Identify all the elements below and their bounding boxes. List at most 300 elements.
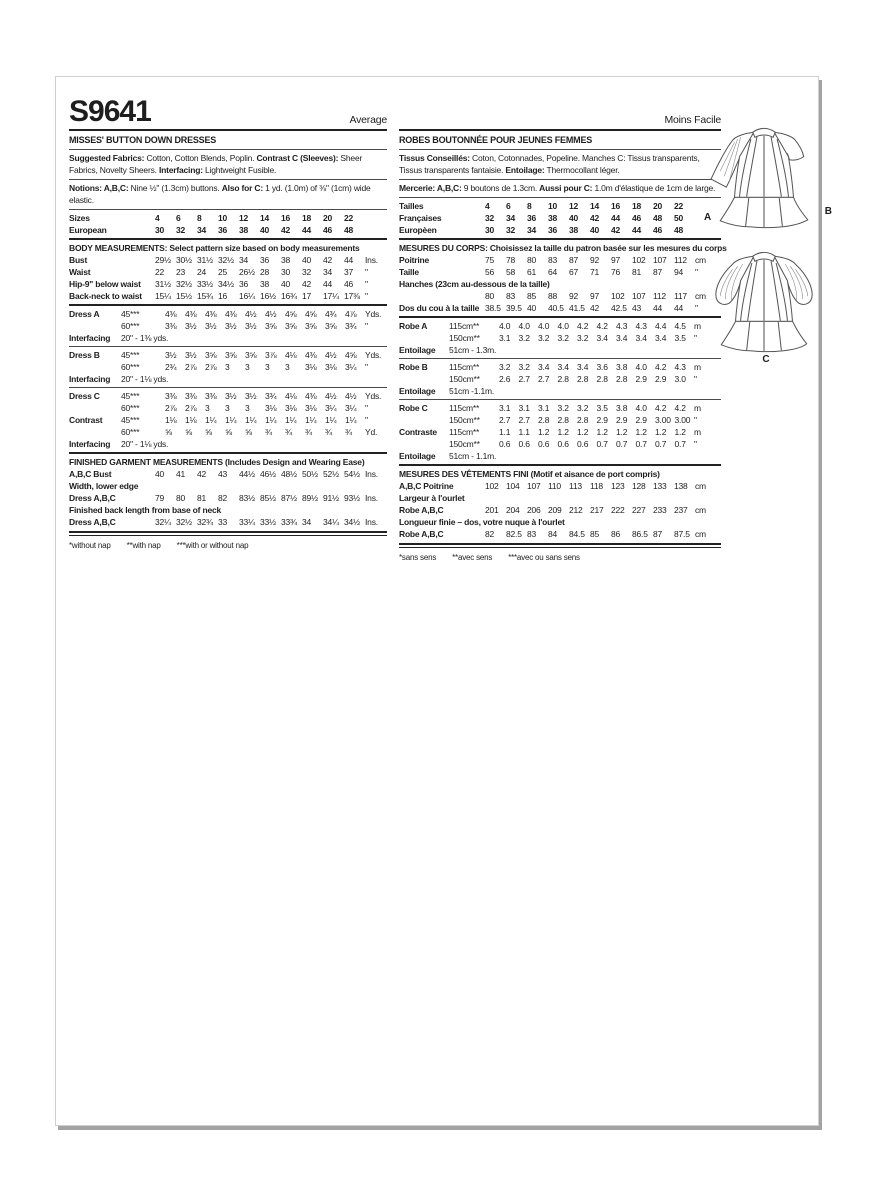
cell-value: 204 bbox=[506, 505, 520, 515]
footnote: ***with or without nap bbox=[176, 541, 249, 550]
cell-value: 18 bbox=[302, 213, 312, 223]
cell-value: 84.5 bbox=[569, 529, 585, 539]
table-row bbox=[399, 385, 721, 397]
cell-value: 38 bbox=[569, 225, 579, 235]
cell-value: 3½ bbox=[205, 321, 217, 331]
cell-value: 32¼ bbox=[155, 517, 171, 527]
table-row bbox=[399, 254, 721, 266]
cell-value: 2.9 bbox=[635, 374, 647, 384]
cell-value: 128 bbox=[632, 481, 646, 491]
row-unit: Ins. bbox=[365, 255, 378, 265]
cell-value: 1.2 bbox=[635, 427, 647, 437]
cell-value: 48 bbox=[674, 225, 684, 235]
row-label: Hip-9" below waist bbox=[69, 279, 141, 289]
cell-value: 3.2 bbox=[499, 362, 511, 372]
row-unit: Ins. bbox=[365, 517, 378, 527]
cell-value: 94 bbox=[674, 267, 684, 277]
cell-value: 4.2 bbox=[674, 403, 686, 413]
row-sublabel: 60*** bbox=[121, 427, 140, 437]
cell-value: 4 bbox=[155, 213, 160, 223]
divider bbox=[399, 149, 721, 150]
cell-value: 33¾ bbox=[281, 517, 297, 527]
row-sublabel: 150cm** bbox=[449, 439, 480, 449]
cell-value: 0.7 bbox=[674, 439, 686, 449]
cell-value: 23 bbox=[176, 267, 186, 277]
footnote: *without nap bbox=[69, 541, 111, 550]
cell-value: 34 bbox=[239, 255, 249, 265]
cell-value: 80 bbox=[176, 493, 186, 503]
cell-value: 0.7 bbox=[635, 439, 647, 449]
cell-value: 2.8 bbox=[616, 374, 628, 384]
row-unit: cm bbox=[695, 291, 706, 301]
table-row bbox=[69, 516, 387, 528]
row-label: Dos du cou à la taille bbox=[399, 303, 480, 313]
notions-fr: Mercerie: A,B,C: 9 boutons de 1.3cm. Aussi pour C: 1.0m d'élastique de 1cm de large. bbox=[399, 183, 716, 193]
cell-value: 32 bbox=[302, 267, 312, 277]
cell-value: 32 bbox=[506, 225, 516, 235]
suggested-fabrics-fr: Tissus Conseillés: Coton, Cotonnades, Popeline. Manches C: Tissus transparents, Tissus transparents fantaisie. Entoilage: Thermocollant léger. bbox=[399, 153, 700, 175]
divider bbox=[399, 543, 721, 548]
cell-value: ⅝ bbox=[225, 427, 232, 437]
header-row-en bbox=[69, 95, 387, 127]
cell-value: 76 bbox=[611, 267, 621, 277]
cell-value: 3¼ bbox=[345, 403, 357, 413]
cell-value: 3⅝ bbox=[285, 321, 297, 331]
cell-value: 87.5 bbox=[674, 529, 690, 539]
cell-value: 33¼ bbox=[239, 517, 255, 527]
row-label: Waist bbox=[69, 267, 91, 277]
cell-value: 107 bbox=[632, 291, 646, 301]
cell-value: 4½ bbox=[345, 391, 357, 401]
divider bbox=[399, 129, 721, 131]
cell-value: 40 bbox=[302, 255, 312, 265]
row-label: A,B,C Bust bbox=[69, 469, 112, 479]
european-sizes-row bbox=[69, 224, 387, 236]
view-a-label: A bbox=[704, 212, 712, 223]
cell-value: 86 bbox=[611, 529, 621, 539]
cell-value: 41 bbox=[176, 469, 186, 479]
cell-value: 2.7 bbox=[499, 415, 511, 425]
cell-value: 4¾ bbox=[325, 309, 337, 319]
cell-value: 3.5 bbox=[596, 403, 608, 413]
row-label: Entoilage bbox=[399, 345, 436, 355]
row-label: Tailles bbox=[399, 201, 424, 211]
cell-value: 3¾ bbox=[345, 321, 357, 331]
cell-value: 46 bbox=[632, 213, 642, 223]
cell-value: 44 bbox=[344, 255, 354, 265]
cell-value: 0.6 bbox=[577, 439, 589, 449]
row-unit: " bbox=[695, 303, 698, 313]
cell-value: 3½ bbox=[165, 350, 177, 360]
cell-value: 113 bbox=[569, 481, 582, 491]
row-label: Robe A bbox=[399, 321, 428, 331]
table-row bbox=[399, 402, 721, 414]
cell-value: 78 bbox=[506, 255, 516, 265]
cell-value: 6 bbox=[506, 201, 511, 211]
garment-illustrations bbox=[704, 123, 832, 371]
cell-value: 4⅞ bbox=[345, 309, 357, 319]
cell-value: 80 bbox=[527, 255, 537, 265]
cell-value: 3⅛ bbox=[305, 362, 317, 372]
row-label: Robe B bbox=[399, 362, 428, 372]
row-unit: m bbox=[694, 362, 701, 372]
pattern-envelope-back bbox=[55, 76, 832, 1126]
footnote: ***avec ou sans sens bbox=[508, 553, 580, 562]
finished-measurements-header-en: FINISHED GARMENT MEASUREMENTS (Includes Design and Wearing Ease) bbox=[69, 457, 365, 467]
cell-value: 3.4 bbox=[557, 362, 569, 372]
cell-value: 1.2 bbox=[616, 427, 628, 437]
cell-value: 3¼ bbox=[325, 403, 337, 413]
cell-value: 48 bbox=[653, 213, 663, 223]
table-row bbox=[69, 390, 387, 402]
cell-value: 97 bbox=[590, 291, 600, 301]
cell-value: 86.5 bbox=[632, 529, 648, 539]
table-row bbox=[399, 344, 721, 356]
cell-value: 4.4 bbox=[655, 321, 667, 331]
cell-value: 87 bbox=[569, 255, 579, 265]
cell-value: 3½ bbox=[245, 391, 257, 401]
cell-value: 222 bbox=[611, 505, 625, 515]
cell-value: 36 bbox=[527, 213, 537, 223]
cell-value: 34 bbox=[302, 517, 312, 527]
table-row bbox=[399, 450, 721, 462]
cell-value: 81 bbox=[197, 493, 207, 503]
cell-value: 16¼ bbox=[239, 291, 255, 301]
cell-value: 38 bbox=[281, 255, 291, 265]
cell-value: 4.0 bbox=[538, 321, 550, 331]
cell-value: 2.6 bbox=[499, 374, 511, 384]
cell-value: 38 bbox=[239, 225, 249, 235]
cell-value: 20 bbox=[653, 201, 663, 211]
divider bbox=[399, 238, 721, 240]
table-row bbox=[69, 480, 387, 492]
row-label: Françaises bbox=[399, 213, 442, 223]
cell-value: 110 bbox=[548, 481, 561, 491]
table-row bbox=[69, 373, 387, 385]
cell-value: ¾ bbox=[325, 427, 332, 437]
cell-value: 85½ bbox=[260, 493, 276, 503]
row-sublabel: 45*** bbox=[121, 415, 140, 425]
cell-value: 1.2 bbox=[557, 427, 569, 437]
cell-value: 10 bbox=[218, 213, 228, 223]
row-sublabel: 150cm** bbox=[449, 374, 480, 384]
row-label: Dress C bbox=[69, 391, 100, 401]
bold-run: Notions: A,B,C: bbox=[69, 183, 129, 193]
cell-value: 4.3 bbox=[635, 321, 647, 331]
cell-value: 4.2 bbox=[596, 321, 608, 331]
row-sublabel: 51cm - 1.3m. bbox=[449, 345, 497, 355]
cell-value: 44 bbox=[653, 303, 663, 313]
dress-ab-illustration bbox=[704, 123, 832, 229]
divider bbox=[399, 316, 721, 318]
bold-run: Tissus Conseillés: bbox=[399, 153, 470, 163]
title-en: MISSES' BUTTON DOWN DRESSES bbox=[69, 135, 217, 145]
cell-value: 3.00 bbox=[674, 415, 691, 425]
cell-value: 82 bbox=[485, 529, 495, 539]
cell-value: 16½ bbox=[260, 291, 276, 301]
cell-value: 83 bbox=[506, 291, 516, 301]
cell-value: 3.1 bbox=[538, 403, 550, 413]
table-row bbox=[69, 266, 387, 278]
cell-value: 43 bbox=[218, 469, 228, 479]
row-label: Bust bbox=[69, 255, 88, 265]
row-unit: m bbox=[694, 403, 701, 413]
table-row bbox=[69, 254, 387, 266]
row-unit: " bbox=[365, 362, 368, 372]
cell-value: 40 bbox=[260, 225, 270, 235]
table-row bbox=[399, 320, 721, 332]
cell-value: 58 bbox=[506, 267, 516, 277]
cell-value: ⅝ bbox=[245, 427, 252, 437]
dress-c-back-view-icon bbox=[708, 247, 820, 353]
cell-value: 34¼ bbox=[323, 517, 339, 527]
cell-value: 25 bbox=[218, 267, 228, 277]
cell-value: 46 bbox=[323, 225, 333, 235]
bold-run: Interfacing: bbox=[158, 165, 203, 175]
cell-value: 32 bbox=[176, 225, 186, 235]
cell-value: 34 bbox=[323, 267, 333, 277]
cell-value: 71 bbox=[590, 267, 600, 277]
cell-value: 212 bbox=[569, 505, 583, 515]
cell-value: 46 bbox=[653, 225, 663, 235]
cell-value: 20 bbox=[323, 213, 333, 223]
row-sublabel: 45*** bbox=[121, 309, 140, 319]
cell-value: 4⅜ bbox=[225, 309, 237, 319]
cell-value: 12 bbox=[239, 213, 249, 223]
cell-value: 233 bbox=[653, 505, 667, 515]
cell-value: 85 bbox=[527, 291, 537, 301]
row-sublabel: 20" - 1⅛ yds. bbox=[121, 439, 169, 449]
cell-value: 1⅛ bbox=[185, 415, 197, 425]
cell-value: 42 bbox=[590, 213, 600, 223]
cell-value: 4½ bbox=[265, 309, 277, 319]
cell-value: 2.8 bbox=[557, 415, 569, 425]
row-label: Interfacing bbox=[69, 439, 111, 449]
cell-value: 40.5 bbox=[548, 303, 564, 313]
row-label: Contraste bbox=[399, 427, 437, 437]
cell-value: 3.4 bbox=[538, 362, 550, 372]
cell-value: 3.4 bbox=[616, 333, 628, 343]
cell-value: 3 bbox=[285, 362, 290, 372]
row-unit: " bbox=[695, 267, 698, 277]
finished-measurements-header-fr: MESURES DES VÊTEMENTS FINI (Motif et aisance de port compris) bbox=[399, 469, 660, 479]
cell-value: ⅝ bbox=[185, 427, 192, 437]
cell-value: 29½ bbox=[155, 255, 171, 265]
row-unit: " bbox=[365, 321, 368, 331]
cell-value: 38 bbox=[548, 213, 558, 223]
cell-value: 15½ bbox=[176, 291, 192, 301]
cell-value: 16 bbox=[611, 201, 621, 211]
cell-value: 104 bbox=[506, 481, 520, 491]
divider bbox=[69, 179, 387, 180]
cell-value: 4⅛ bbox=[285, 350, 297, 360]
row-unit: " bbox=[694, 333, 697, 343]
row-label: Sizes bbox=[69, 213, 90, 223]
row-label bbox=[69, 361, 121, 373]
footnote: **avec sens bbox=[452, 553, 493, 562]
cell-value: 3⅝ bbox=[225, 350, 237, 360]
cell-value: 32½ bbox=[218, 255, 234, 265]
bold-run: Suggested Fabrics: bbox=[69, 153, 145, 163]
cell-value: 26½ bbox=[239, 267, 255, 277]
divider bbox=[399, 358, 721, 359]
suggested-fabrics-en: Suggested Fabrics: Cotton, Cotton Blends, Poplin. Contrast C (Sleeves): Sheer Fabrics, Novelty Sheers. Interfacing: Lightweight Fusible. bbox=[69, 153, 363, 175]
row-unit: Yds. bbox=[365, 350, 382, 360]
bold-run: Aussi pour C: bbox=[539, 183, 593, 193]
row-sublabel: 150cm** bbox=[449, 415, 480, 425]
cell-value: 1⅛ bbox=[165, 415, 177, 425]
cell-value: 4⅝ bbox=[305, 309, 317, 319]
cell-value: 16 bbox=[281, 213, 291, 223]
cell-value: 1¼ bbox=[345, 415, 357, 425]
table-row bbox=[69, 468, 387, 480]
divider bbox=[69, 531, 387, 536]
bold-run: Mercerie: A,B,C: bbox=[399, 183, 462, 193]
cell-value: 4½ bbox=[245, 309, 257, 319]
cell-value: 30½ bbox=[176, 255, 192, 265]
cell-value: 30 bbox=[485, 225, 495, 235]
cell-value: 91½ bbox=[323, 493, 339, 503]
row-sublabel: 115cm** bbox=[449, 362, 480, 372]
cell-value: 2.9 bbox=[596, 415, 608, 425]
row-label bbox=[69, 426, 121, 438]
table-row bbox=[399, 438, 721, 450]
row-label bbox=[69, 320, 121, 332]
cell-value: 32½ bbox=[176, 279, 192, 289]
cell-value: 3⅜ bbox=[205, 391, 217, 401]
cell-value: 3⅛ bbox=[305, 403, 317, 413]
cell-value: 22 bbox=[155, 267, 165, 277]
cell-value: 32¾ bbox=[197, 517, 213, 527]
pattern-number: S9641 bbox=[69, 95, 151, 128]
cell-value: 3.2 bbox=[577, 403, 589, 413]
footnotes-en bbox=[69, 540, 387, 552]
cell-value: 80 bbox=[485, 291, 495, 301]
cell-value: 3.0 bbox=[674, 374, 686, 384]
table-row bbox=[69, 414, 387, 426]
cell-value: 4⅝ bbox=[285, 309, 297, 319]
cell-value: 0.6 bbox=[557, 439, 569, 449]
divider bbox=[399, 399, 721, 400]
cell-value: 28 bbox=[260, 267, 270, 277]
cell-value: 4.0 bbox=[499, 321, 511, 331]
row-label bbox=[69, 402, 121, 414]
row-label bbox=[399, 438, 449, 450]
cell-value: 2.8 bbox=[596, 374, 608, 384]
cell-value: 36 bbox=[218, 225, 228, 235]
cell-value: 1.2 bbox=[577, 427, 589, 437]
cell-value: 4.0 bbox=[557, 321, 569, 331]
cell-value: 42 bbox=[302, 279, 312, 289]
cell-value: 4.0 bbox=[635, 403, 647, 413]
table-row bbox=[69, 426, 387, 438]
cell-value: 227 bbox=[632, 505, 646, 515]
cell-value: 138 bbox=[674, 481, 688, 491]
cell-value: 4⅜ bbox=[185, 309, 197, 319]
view-b-label: B bbox=[824, 206, 832, 217]
table-row bbox=[399, 492, 721, 504]
row-label: Dress B bbox=[69, 350, 100, 360]
cell-value: 17⅜ bbox=[344, 291, 360, 301]
cell-value: 33 bbox=[218, 517, 228, 527]
cell-value: 83 bbox=[527, 529, 537, 539]
divider bbox=[399, 197, 721, 198]
cell-value: 3 bbox=[245, 362, 250, 372]
cell-value: 3.2 bbox=[518, 362, 530, 372]
row-sublabel: 60*** bbox=[121, 321, 140, 331]
row-unit: Yd. bbox=[365, 427, 378, 437]
cell-value: 3.4 bbox=[635, 333, 647, 343]
cell-value: 118 bbox=[590, 481, 603, 491]
cell-value: 44 bbox=[632, 225, 642, 235]
row-label: Longueur finie – dos, votre nuque à l'ourlet bbox=[399, 517, 565, 527]
row-sublabel: 115cm** bbox=[449, 403, 480, 413]
table-row bbox=[399, 332, 721, 344]
cell-value: 2⅞ bbox=[185, 403, 197, 413]
row-sublabel: 60*** bbox=[121, 362, 140, 372]
body-measurements-header-fr: MESURES DU CORPS: Choisissez la taille du patron basée sur les mesures du corps bbox=[399, 243, 727, 253]
difficulty-label-en: Average bbox=[349, 114, 387, 126]
cell-value: 201 bbox=[485, 505, 499, 515]
cell-value: 52½ bbox=[323, 469, 339, 479]
cell-value: 3.4 bbox=[596, 333, 608, 343]
cell-value: 2.7 bbox=[518, 374, 530, 384]
cell-value: 4 bbox=[485, 201, 490, 211]
cell-value: 3.1 bbox=[518, 403, 530, 413]
table-row bbox=[69, 349, 387, 361]
table-row bbox=[399, 504, 721, 516]
cell-value: 4⅜ bbox=[305, 350, 317, 360]
row-sublabel: 115cm** bbox=[449, 321, 480, 331]
dress-ab-back-view-icon bbox=[708, 123, 820, 229]
table-row bbox=[69, 438, 387, 450]
cell-value: 3⅛ bbox=[265, 403, 277, 413]
cell-value: 3½ bbox=[245, 321, 257, 331]
row-label bbox=[399, 290, 485, 302]
row-unit: cm bbox=[695, 255, 706, 265]
row-label: Interfacing bbox=[69, 374, 111, 384]
cell-value: 75 bbox=[485, 255, 495, 265]
table-row bbox=[69, 332, 387, 344]
row-sublabel: 45*** bbox=[121, 350, 140, 360]
cell-value: 82 bbox=[218, 493, 228, 503]
cell-value: 0.6 bbox=[518, 439, 530, 449]
cell-value: 4.0 bbox=[518, 321, 530, 331]
cell-value: 8 bbox=[527, 201, 532, 211]
cell-value: 24 bbox=[197, 267, 207, 277]
row-label bbox=[399, 414, 449, 426]
table-row bbox=[399, 278, 721, 290]
cell-value: 4.3 bbox=[674, 362, 686, 372]
cell-value: 3.2 bbox=[557, 403, 569, 413]
cell-value: 4.2 bbox=[655, 362, 667, 372]
row-label: Entoilage bbox=[399, 451, 436, 461]
row-label: A,B,C Poitrine bbox=[399, 481, 454, 491]
cell-value: 46½ bbox=[260, 469, 276, 479]
cell-value: 2.8 bbox=[577, 415, 589, 425]
divider bbox=[69, 387, 387, 388]
cell-value: 84 bbox=[548, 529, 558, 539]
cell-value: 50½ bbox=[302, 469, 318, 479]
cell-value: 33½ bbox=[260, 517, 276, 527]
cell-value: 0.6 bbox=[499, 439, 511, 449]
cell-value: 40 bbox=[281, 279, 291, 289]
cell-value: 3¼ bbox=[345, 362, 357, 372]
cell-value: 38.5 bbox=[485, 303, 501, 313]
cell-value: 30 bbox=[155, 225, 165, 235]
cell-value: 3⅜ bbox=[165, 321, 177, 331]
cell-value: 3⅛ bbox=[285, 403, 297, 413]
